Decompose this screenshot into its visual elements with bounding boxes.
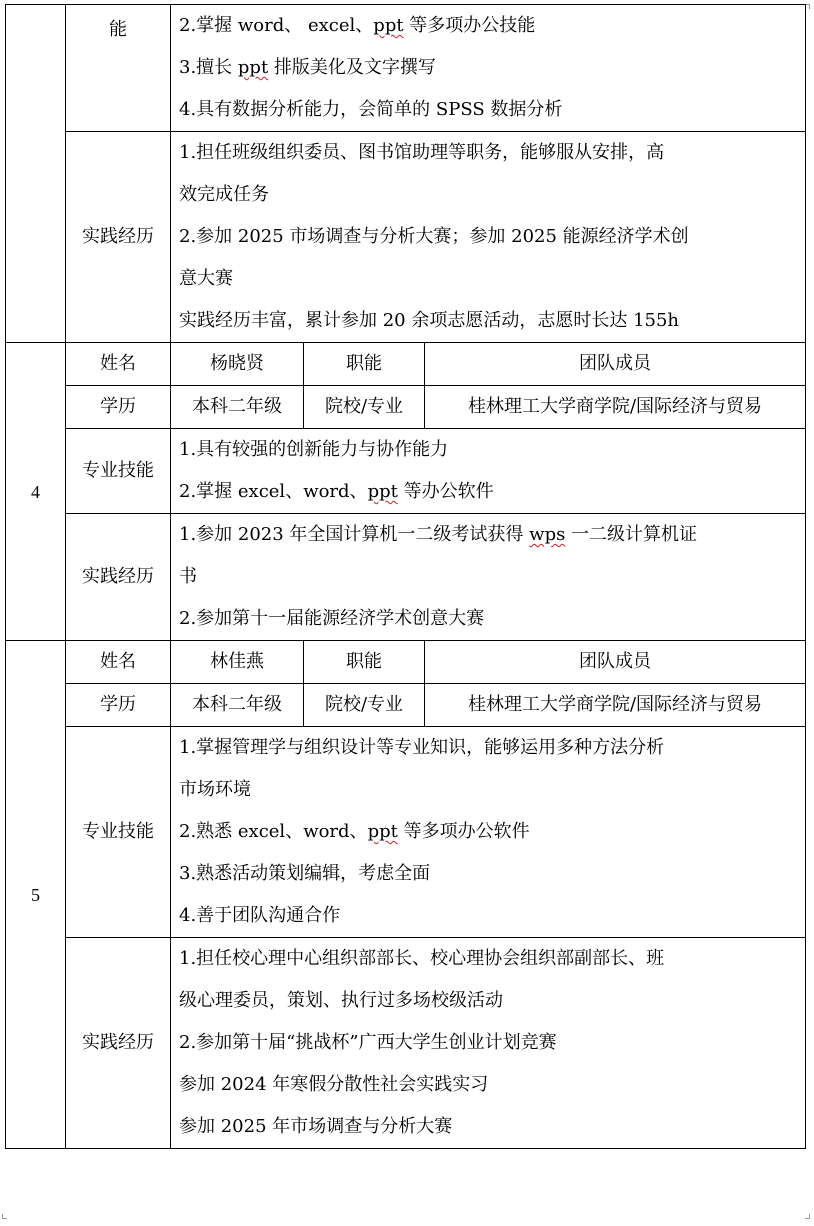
member-education: 本科二年级 (171, 684, 304, 727)
skills-label: 专业技能 (66, 429, 171, 514)
education-label: 学历 (66, 684, 171, 727)
member-role: 团队成员 (425, 641, 806, 684)
name-label: 姓名 (66, 343, 171, 386)
member-5-education-row (6, 684, 806, 727)
team-member-table (5, 4, 806, 1149)
member-name: 林佳燕 (171, 641, 304, 684)
practice-line: 书 (179, 566, 197, 587)
skill-line: 1.具有较强的创新能力与协作能力 (179, 439, 449, 460)
member-5-practice-row (6, 938, 806, 1149)
skill-line: 4.具有数据分析能力，会简单的 SPSS 数据分析 (179, 99, 563, 120)
page-corner-mark (2, 1214, 7, 1219)
practice-line: 2.参加第十届“挑战杯”广西大学生创业计划竞赛 (179, 1032, 557, 1053)
member-3-practice-row (6, 132, 806, 343)
member-5-skills-cell (171, 727, 806, 938)
practice-line: 意大赛 (179, 268, 233, 289)
skills-label-partial: 能 (66, 5, 171, 132)
member-4-education-row (6, 386, 806, 429)
member-4-practice-row (6, 514, 806, 641)
member-5-name-row (6, 641, 806, 684)
practice-label: 实践经历 (66, 514, 171, 641)
member-number: 4 (6, 343, 66, 641)
skill-line: 2.熟悉 excel、word、ppt 等多项办公软件 (179, 821, 530, 842)
practice-label: 实践经历 (66, 938, 171, 1149)
member-number: 5 (6, 641, 66, 1149)
skill-line: 2.掌握 word、 excel、ppt 等多项办公技能 (179, 15, 536, 36)
member-4-skills-cell (171, 429, 806, 514)
member-name: 杨晓贤 (171, 343, 304, 386)
practice-line: 2.参加 2025 市场调查与分析大赛；参加 2025 能源经济学术创 (179, 226, 689, 247)
skill-line: 3.擅长 ppt 排版美化及文字撰写 (179, 57, 436, 78)
member-3-skills-row (6, 5, 806, 132)
skill-line: 2.掌握 excel、word、ppt 等办公软件 (179, 481, 494, 502)
practice-line: 2.参加第十一届能源经济学术创意大赛 (179, 608, 485, 629)
education-label: 学历 (66, 386, 171, 429)
member-4-practice-cell (171, 514, 806, 641)
skill-line: 市场环境 (179, 779, 251, 800)
skill-line: 3.熟悉活动策划编辑，考虑全面 (179, 863, 431, 884)
practice-line: 效完成任务 (179, 184, 269, 205)
practice-line: 参加 2025 年市场调查与分析大赛 (179, 1116, 453, 1137)
member-4-skills-row (6, 429, 806, 514)
practice-line: 1.担任班级组织委员、图书馆助理等职务，能够服从安排，高 (179, 142, 665, 163)
member-education: 本科二年级 (171, 386, 304, 429)
role-label: 职能 (304, 641, 425, 684)
name-label: 姓名 (66, 641, 171, 684)
skill-line: 1.掌握管理学与组织设计等专业知识，能够运用多种方法分析 (179, 737, 665, 758)
school-label: 院校/专业 (304, 386, 425, 429)
practice-line: 1.参加 2023 年全国计算机一二级考试获得 wps 一二级计算机证 (179, 524, 698, 545)
member-3-number-cell (6, 5, 66, 343)
practice-line: 实践经历丰富，累计参加 20 余项志愿活动，志愿时长达 155h (179, 310, 680, 331)
member-4-name-row (6, 343, 806, 386)
practice-line: 1.担任校心理中心组织部部长、校心理协会组织部副部长、班 (179, 948, 665, 969)
member-5-skills-row (6, 727, 806, 938)
school-label: 院校/专业 (304, 684, 425, 727)
practice-line: 级心理委员，策划、执行过多场校级活动 (179, 990, 503, 1011)
member-role: 团队成员 (425, 343, 806, 386)
member-school: 桂林理工大学商学院/国际经济与贸易 (425, 386, 806, 429)
skills-label: 专业技能 (66, 727, 171, 938)
page-corner-mark (805, 1214, 810, 1219)
practice-label: 实践经历 (66, 132, 171, 343)
skill-line: 4.善于团队沟通合作 (179, 905, 341, 926)
member-3-practice-cell (171, 132, 806, 343)
member-3-skills-cell (171, 5, 806, 132)
practice-line: 参加 2024 年寒假分散性社会实践实习 (179, 1074, 489, 1095)
member-school: 桂林理工大学商学院/国际经济与贸易 (425, 684, 806, 727)
role-label: 职能 (304, 343, 425, 386)
member-5-practice-cell (171, 938, 806, 1149)
